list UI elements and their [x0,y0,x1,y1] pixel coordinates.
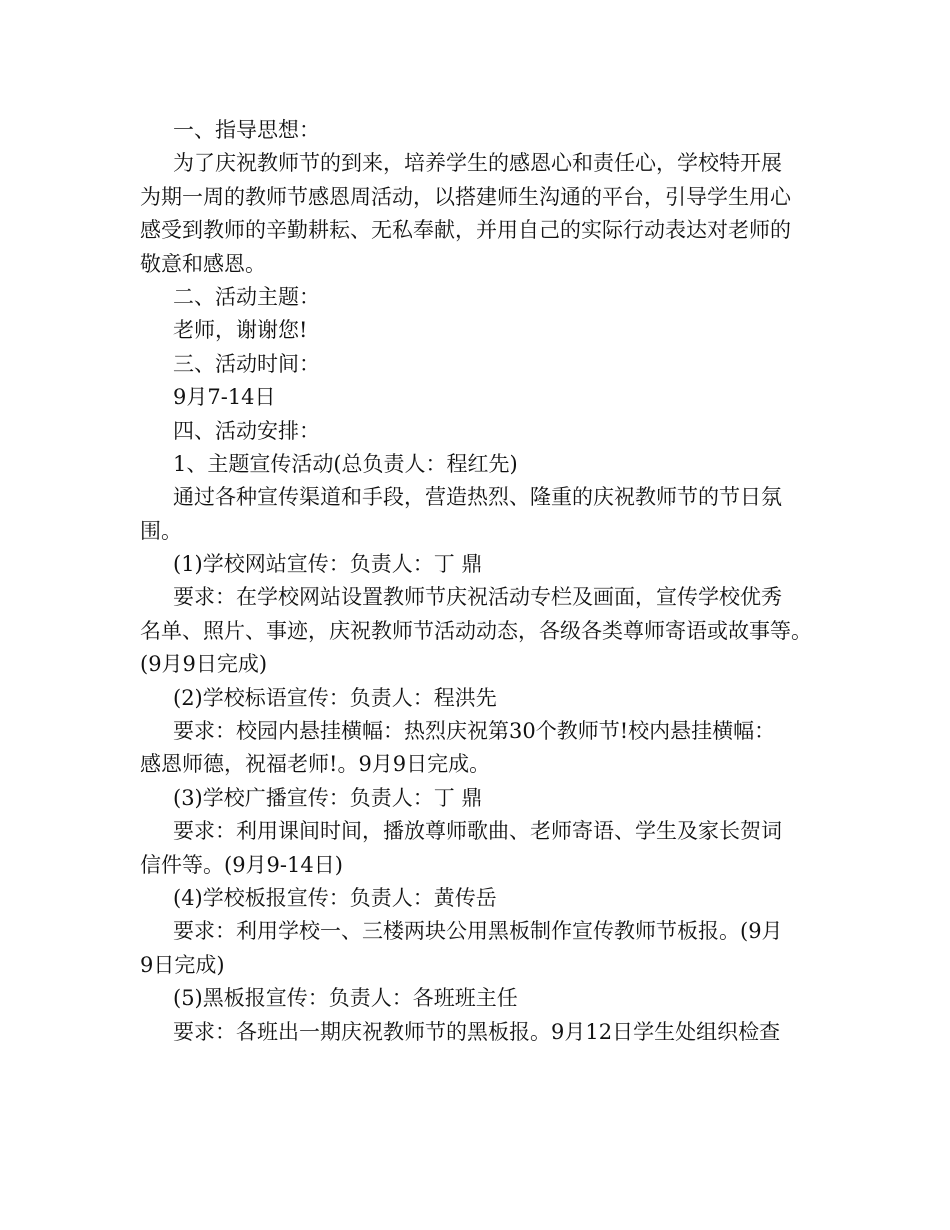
text-line: 为期一周的教师节感恩周活动，以搭建师生沟通的平台，引导学生用心 [140,184,791,209]
text-line: 为了庆祝教师节的到来，培养学生的感恩心和责任心，学校特开展 [173,151,782,176]
text-line: 要求：校园内悬挂横幅：热烈庆祝第30个教师节!校内悬挂横幅： [173,719,776,744]
section-heading: 四、活动安排： [173,418,320,443]
text-line: 要求：利用学校一、三楼两块公用黑板制作宣传教师节板报。(9月 [173,919,783,944]
text-line: 要求：在学校网站设置教师节庆祝活动专栏及画面，宣传学校优秀 [173,585,782,610]
text-line: 名单、照片、事迹，庆祝教师节活动动态，各级各类尊师寄语或故事等。 [140,618,812,643]
section-heading: 二、活动主题： [173,284,320,309]
text-line: 9月7-14日 [173,385,276,410]
text-line: 感恩师德，祝福老师!。9月9日完成。 [140,752,491,777]
text-line: 围。 [140,518,182,543]
text-line: 信件等。(9月9-14日) [140,852,343,877]
text-line: 老师，谢谢您! [173,318,308,343]
document-body [140,114,830,1049]
text-line: (2)学校标语宣传：负责人：程洪先 [173,685,497,710]
text-line: 一、指导思想： [173,118,320,142]
text-line: (5)黑板报宣传：负责人：各班班主任 [173,986,518,1011]
text-line: 通过各种宣传渠道和手段，营造热烈、隆重的庆祝教师节的节日氛 [173,485,782,510]
text-line: 要求：利用课间时间，播放尊师歌曲、老师寄语、学生及家长贺词 [173,819,782,844]
text-line: (9月9日完成) [140,652,268,677]
text-line: (1)学校网站宣传：负责人：丁 鼎 [173,552,483,577]
section-heading: 三、活动时间： [173,351,320,376]
text-line: 感受到教师的辛勤耕耘、无私奉献，并用自己的实际行动表达对老师的 [140,218,791,243]
text-line: (3)学校广播宣传：负责人：丁 鼎 [173,785,483,810]
text-line: 敬意和感恩。 [140,251,266,276]
text-line: (4)学校板报宣传：负责人：黄传岳 [173,885,497,910]
text-line: 9日完成) [140,952,225,977]
text-line: 1、主题宣传活动(总负责人：程红先) [173,451,518,476]
text-line: 要求：各班出一期庆祝教师节的黑板报。9月12日学生处组织检查 [173,1019,781,1044]
